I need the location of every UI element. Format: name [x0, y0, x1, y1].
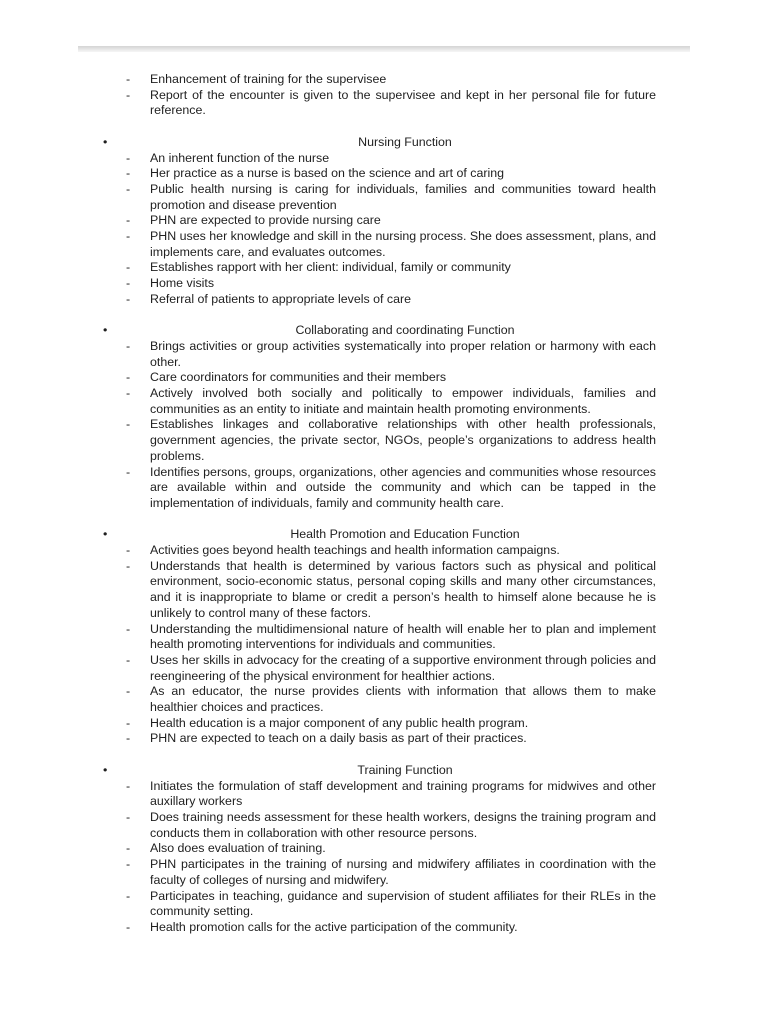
list-item: - Report of the encounter is given to the supervisee and kept in her personal file for future reference. [126, 87, 656, 118]
list-item: - Establishes rapport with her client: individual, family or community [126, 260, 511, 275]
dash-marker: - [126, 919, 131, 934]
list-item: - An inherent function of the nurse [126, 150, 330, 165]
list-item: - Also does evaluation of training. [126, 841, 326, 856]
sections-container [0, 135, 768, 936]
dash-marker: - [126, 150, 131, 165]
section-heading [0, 135, 768, 151]
section-heading [0, 323, 768, 339]
bullet-marker: • [103, 134, 108, 149]
dash-marker: - [126, 841, 131, 856]
section-title: Nursing Function [358, 134, 452, 149]
document-page [0, 72, 768, 936]
section-title: Health Promotion and Education Function [290, 527, 520, 542]
section-title: Collaborating and coordinating Function [295, 323, 515, 338]
dash-marker: - [126, 291, 131, 306]
list-item: - Uses her skills in advocacy for the creating of a supportive environment through policies and reengineering of the physical environment for healthier actions. [126, 652, 656, 683]
section-heading [0, 527, 768, 543]
dash-marker: - [126, 543, 131, 558]
list-item: - Activities goes beyond health teachings and health information campaigns. [126, 543, 560, 558]
page-top-shadow [78, 46, 690, 52]
list-item: - Health promotion calls for the active participation of the community. [126, 919, 518, 934]
list-item: - Establishes linkages and collaborative relationships with other health professionals, government agencies, the private sector, NGOs, people’s organizations to address health problems. [126, 417, 656, 463]
list-item: - Public health nursing is caring for individuals, families and communities toward health promotion and disease prevention [126, 181, 656, 212]
dash-marker: - [126, 260, 131, 275]
list-item: - Care coordinators for communities and their members [126, 370, 447, 385]
dash-marker: - [126, 338, 131, 353]
list-item: - Brings activities or group activities systematically into proper relation or harmony with each other. [126, 338, 656, 369]
dash-marker: - [126, 417, 131, 432]
dash-marker: - [126, 229, 131, 244]
list-item: - Home visits [126, 276, 215, 291]
dash-marker: - [126, 213, 131, 228]
list-item: - Health education is a major component of any public health program. [126, 715, 529, 730]
intro-list [0, 72, 768, 119]
dash-marker: - [126, 72, 131, 86]
dash-marker: - [126, 464, 131, 479]
dash-marker: - [126, 778, 131, 793]
dash-marker: - [126, 370, 131, 385]
list-item: - As an educator, the nurse provides clients with information that allows them to make healthier choices and practices. [126, 684, 656, 715]
dash-marker: - [126, 857, 131, 872]
dash-marker: - [126, 276, 131, 291]
list-item: - PHN uses her knowledge and skill in the nursing process. She does assessment, plans, and implements care, and evaluates outcomes. [126, 229, 656, 259]
list-item: - Initiates the formulation of staff development and training programs for midwives and other auxillary workers [126, 778, 656, 809]
dash-marker: - [126, 652, 131, 667]
list-item: - Referral of patients to appropriate levels of care [126, 291, 412, 306]
dash-marker: - [126, 558, 131, 573]
bullet-marker: • [103, 323, 108, 338]
dash-marker: - [126, 809, 131, 824]
dash-marker: - [126, 621, 131, 636]
list-item: - Enhancement of training for the supervisee [126, 72, 387, 86]
dash-marker: - [126, 87, 131, 102]
dash-marker: - [126, 684, 131, 699]
dash-marker: - [126, 181, 131, 196]
dash-marker: - [126, 386, 131, 401]
list-item: - Understands that health is determined by various factors such as physical and political environment, socio-economic status, personal coping skills and many other circumstances, and it is inappropriate to blame or credit a person’s health to himself alone because he is unlikely to control many of these factors. [126, 558, 656, 620]
list-item: - PHN participates in the training of nursing and midwifery affiliates in coordination with the faculty of colleges of nursing and midwifery. [126, 857, 656, 887]
list-item: - Her practice as a nurse is based on the science and art of caring [126, 166, 505, 181]
list-item: - Identifies persons, groups, organizations, other agencies and communities whose resources are available within and outside the community and which can be tapped in the implementation of individuals, family and community health care. [126, 464, 656, 510]
dash-marker: - [126, 166, 131, 181]
dash-marker: - [126, 731, 131, 746]
list-item: - PHN are expected to provide nursing care [126, 213, 381, 228]
dash-marker: - [126, 888, 131, 903]
bullet-marker: • [103, 762, 108, 777]
dash-marker: - [126, 715, 131, 730]
list-item: - Understanding the multidimensional nature of health will enable her to plan and implement health promoting interventions for individuals and communities. [126, 621, 656, 652]
section-title: Training Function [357, 762, 453, 777]
bullet-marker: • [103, 527, 108, 542]
section-heading [0, 763, 768, 779]
list-item: - PHN are expected to teach on a daily basis as part of their practices. [126, 731, 527, 746]
list-item: - Actively involved both socially and politically to empower individuals, families and communities as an entity to initiate and maintain health promoting environments. [126, 386, 656, 416]
list-item: - Does training needs assessment for these health workers, designs the training program and conducts them in collaboration with other resource persons. [126, 809, 656, 840]
list-item: - Participates in teaching, guidance and supervision of student affiliates for their RLEs in the community setting. [126, 888, 656, 919]
